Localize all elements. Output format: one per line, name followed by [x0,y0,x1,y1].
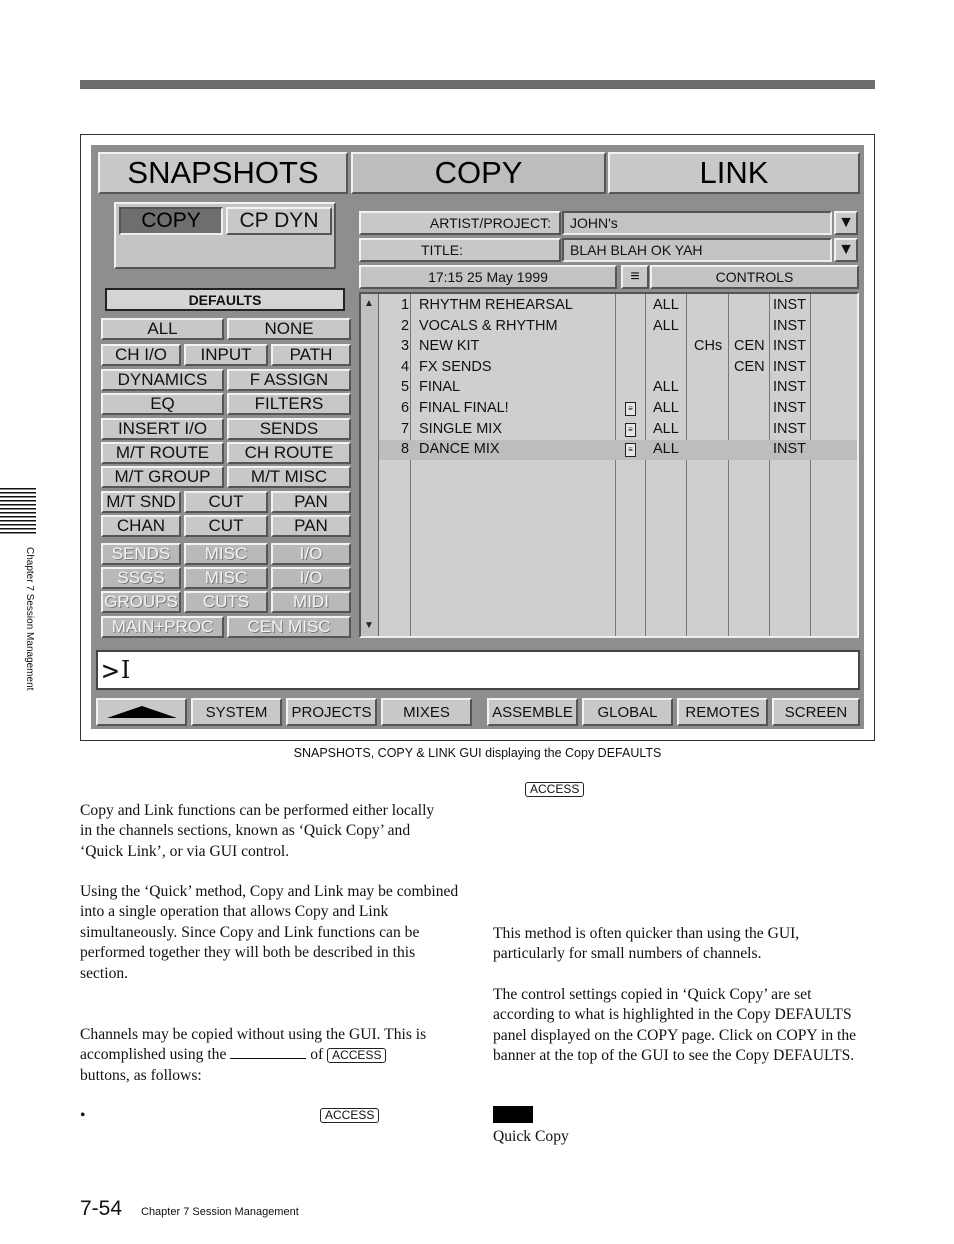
left-para-3-a: Channels may be copied without using the GUI. This is accomplished using the [80,1026,427,1064]
snapshots-gui [91,145,864,729]
default-misc-dim-button[interactable]: MISC [184,543,268,565]
list-cell-a: ALL [653,317,679,334]
list-item[interactable] [379,296,857,316]
default-cuts-dim-button[interactable]: CUTS [184,591,268,613]
note-header-icon[interactable]: ≡ [621,265,649,289]
default-chan-cut-button[interactable]: CUT [184,515,268,537]
default-ssgs-misc-dim-button[interactable]: MISC [184,567,268,589]
list-cell-d: INST [773,400,807,416]
default-chan-pan-button[interactable]: PAN [271,515,351,537]
copy-mode-group [114,202,336,269]
list-item[interactable] [379,337,857,357]
list-cell-name: SINGLE MIX [419,420,502,437]
list-cell-a: ALL [653,379,679,396]
date-display: 17:15 25 May 1999 [359,265,617,289]
list-scrollbar[interactable] [361,294,379,636]
list-cell-d: INST [773,441,807,458]
list-item[interactable] [379,378,857,398]
default-filters-button[interactable]: FILTERS [227,393,351,415]
list-cell-num: 7 [401,420,410,437]
blank-line [230,1047,306,1059]
list-cell-name: DANCE MIX [419,441,500,458]
left-para-3-c: buttons, as follows: [80,1066,202,1084]
screen-button[interactable]: SCREEN [772,698,860,726]
list-cell-a: ALL [653,297,679,313]
list-cell-a: ALL [653,400,679,416]
global-button[interactable]: GLOBAL [582,698,673,726]
list-cell-num: 1 [401,297,410,313]
list-cell-c: CEN [734,338,765,355]
left-para-2: Using the ‘Quick’ method, Copy and Link may be combined into a single operation that allows Copy and Link simultaneously. Since Copy and Link functions can be performed together they will both be described in this section. [80,883,459,982]
default-ch-io-button[interactable]: CH I/O [101,344,181,366]
default-ch-route-button[interactable]: CH ROUTE [227,442,351,464]
default-insert-io-button[interactable]: INSERT I/O [101,418,224,440]
list-cell-name: FINAL [419,379,461,396]
text-cursor-icon: I [120,656,131,684]
note-icon[interactable]: ≡ [625,423,636,437]
title-label: TITLE: [359,238,561,262]
default-chan-button[interactable]: CHAN [101,515,181,537]
default-all-button[interactable]: ALL [101,318,224,340]
up-arrow-button[interactable] [96,698,187,726]
title-field[interactable]: BLAH BLAH OK YAH [562,238,832,262]
list-cell-num: 5 [401,379,410,396]
list-item[interactable] [379,440,857,460]
top-rule [80,80,875,89]
list-cell-num: 4 [401,358,410,375]
controls-header: CONTROLS [650,265,859,289]
page-number: 7-54 [80,1197,123,1220]
list-cell-name: VOCALS & RHYTHM [419,317,558,334]
default-eq-button[interactable]: EQ [101,393,224,415]
default-groups-dim-button[interactable]: GROUPS [101,591,181,613]
system-button[interactable]: SYSTEM [191,698,282,726]
list-cell-d: INST [773,317,807,334]
bullet: • [80,1107,86,1124]
list-cell-name: RHYTHM REHEARSAL [419,297,573,313]
artist-dropdown-icon[interactable]: ▼ [834,211,858,235]
default-main-proc-dim-button[interactable]: MAIN+PROC [101,616,224,638]
default-ssgs-dim-button[interactable]: SSGS [101,567,181,589]
left-para-3 [80,1025,460,1086]
default-mt-cut-button[interactable]: CUT [184,491,268,513]
footer-chapter: Chapter 7 Session Management [141,1206,299,1218]
default-mt-group-button[interactable]: M/T GROUP [101,466,224,488]
up-arrow-icon [107,705,177,719]
default-sends-dim-button[interactable]: SENDS [101,543,181,565]
note-icon[interactable]: ≡ [625,402,636,416]
list-item[interactable] [379,420,857,440]
mixes-button[interactable]: MIXES [381,698,472,726]
access-key-bullet: ACCESS [320,1108,379,1123]
default-path-button[interactable]: PATH [271,344,351,366]
list-cell-a: ALL [653,420,679,437]
list-cell-num: 8 [401,441,410,458]
assemble-button[interactable]: ASSEMBLE [487,698,578,726]
scroll-down-icon[interactable]: ▼ [364,620,374,631]
black-bar [493,1106,533,1123]
list-item[interactable] [379,317,857,337]
tab-snapshots[interactable]: SNAPSHOTS [98,152,348,194]
list-cell-name: NEW KIT [419,338,480,355]
quick-copy-label: Quick Copy [493,1128,569,1145]
left-para-3-b: of [310,1046,324,1064]
projects-button[interactable]: PROJECTS [286,698,377,726]
cp-dyn-button[interactable]: CP DYN [226,207,332,235]
list-cell-d: INST [773,338,807,355]
list-cell-num: 3 [401,338,410,355]
default-none-button[interactable]: NONE [227,318,351,340]
default-mt-route-button[interactable]: M/T ROUTE [101,442,224,464]
left-para-1: Copy and Link functions can be performed either locally in the channels sections, known as ‘Quick Copy’ and ‘Quick Link’, or via GUI control. [80,802,435,860]
default-dynamics-button[interactable]: DYNAMICS [101,369,224,391]
command-prompt: > [102,653,119,687]
list-cell-d: INST [773,297,807,313]
default-input-button[interactable]: INPUT [184,344,268,366]
tab-copy[interactable]: COPY [351,152,606,194]
default-mt-misc-button[interactable]: M/T MISC [227,466,351,488]
snapshot-list[interactable] [359,292,859,638]
command-line-input[interactable] [96,650,860,690]
list-cell-d: INST [773,358,807,375]
list-item[interactable] [379,358,857,378]
list-cell-name: FX SENDS [419,358,492,375]
side-chapter-label: Chapter 7 Session Management [24,547,35,691]
list-cell-num: 6 [401,400,410,416]
list-cell-c: CEN [734,358,765,375]
list-cell-d: INST [773,379,807,396]
default-midi-dim-button[interactable]: MIDI [271,591,351,613]
chapter-thumb-tab [0,488,36,534]
access-key: ACCESS [327,1048,386,1063]
list-item[interactable] [379,399,857,419]
tab-link[interactable]: LINK [608,152,860,194]
artist-project-field[interactable]: JOHN's [562,211,832,235]
list-cell-num: 2 [401,317,410,334]
title-dropdown-icon[interactable]: ▼ [834,238,858,262]
list-cell-name: FINAL FINAL! [419,400,509,416]
defaults-label: DEFAULTS [105,288,345,311]
copy-mode-button[interactable]: COPY [119,207,223,235]
default-io-dim-button[interactable]: I/O [271,543,351,565]
right-para-2: The control settings copied in ‘Quick Copy’ are set according to what is highlighted in the Copy DEFAULTS panel displayed on the COPY page. Click on COPY in the banner at the top of the GUI to see the Copy DEFAULTS. [493,986,857,1065]
list-cell-b: CHs [694,338,723,355]
default-mt-snd-button[interactable]: M/T SND [101,491,181,513]
figure-frame [80,134,875,741]
artist-project-label: ARTIST/PROJECT: [359,211,561,235]
note-icon[interactable]: ≡ [625,443,636,457]
default-mt-pan-button[interactable]: PAN [271,491,351,513]
access-key-right: ACCESS [525,782,584,797]
right-para-1: This method is often quicker than using the GUI, particularly for small numbers of channels. [493,925,800,963]
scroll-up-icon[interactable]: ▲ [364,298,374,309]
default-cen-misc-dim-button[interactable]: CEN MISC [227,616,351,638]
default-sends-button[interactable]: SENDS [227,418,351,440]
list-cell-d: INST [773,420,807,437]
default-ssgs-io-dim-button[interactable]: I/O [271,567,351,589]
remotes-button[interactable]: REMOTES [677,698,768,726]
list-cell-a: ALL [653,441,679,458]
default-f-assign-button[interactable]: F ASSIGN [227,369,351,391]
figure-caption: SNAPSHOTS, COPY & LINK GUI displaying the Copy DEFAULTS [293,746,662,760]
